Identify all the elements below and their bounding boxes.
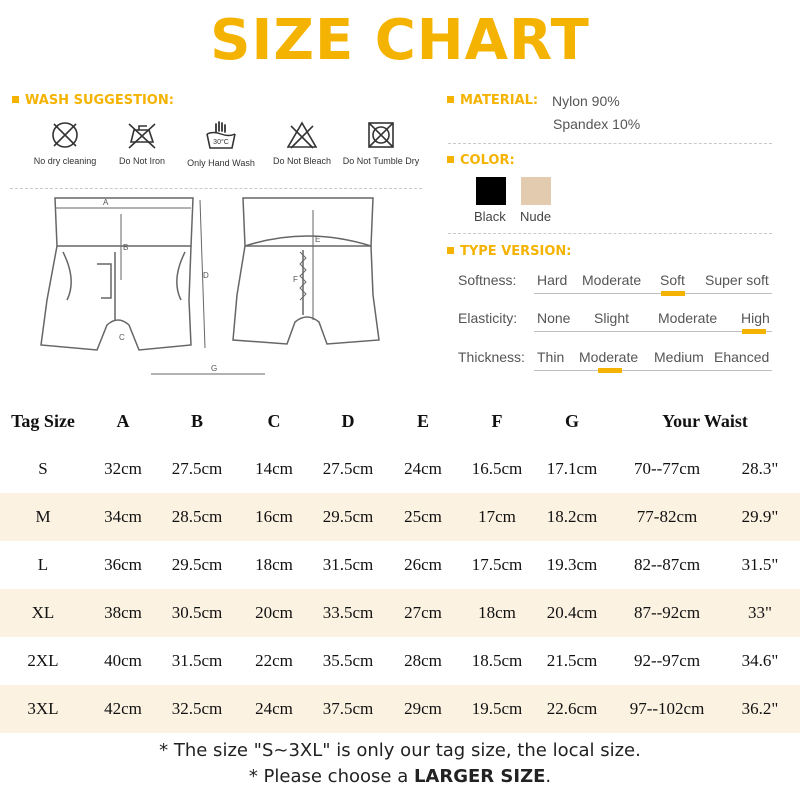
table-cell: 35.5cm xyxy=(322,651,374,670)
softness-label: Softness: xyxy=(458,272,517,288)
hand-wash-temp: 30°C xyxy=(213,139,229,146)
thickness-option-selected: Moderate xyxy=(579,349,639,365)
table-cell: 29cm xyxy=(404,699,442,718)
page-title: SIZE CHART xyxy=(210,8,590,73)
divider xyxy=(448,143,772,144)
table-cell: 42cm xyxy=(104,699,142,718)
table-cell: 16.5cm xyxy=(471,459,523,478)
table-cell: 38cm xyxy=(104,603,142,622)
header-cell: D xyxy=(341,411,355,431)
divider xyxy=(448,233,772,234)
no-tumble-dry-icon xyxy=(366,120,396,150)
table-cell: 36cm xyxy=(104,555,142,574)
table-cell: 82--87cm xyxy=(633,555,701,574)
color-heading xyxy=(447,153,515,168)
table-cell: 28.3" xyxy=(741,459,779,478)
table-cell: 14cm xyxy=(255,459,293,478)
diagram-label-d: D xyxy=(203,271,209,280)
table-cell: 28.5cm xyxy=(171,507,223,526)
note-larger-size xyxy=(0,766,800,787)
table-cell: 97--102cm xyxy=(629,699,705,718)
no-dry-clean-icon xyxy=(50,120,80,150)
softness-option-selected: Soft xyxy=(660,272,685,288)
elasticity-option: None xyxy=(537,310,571,326)
diagram-label-g: G xyxy=(211,364,218,373)
wash-label: No dry cleaning xyxy=(33,156,97,166)
table-cell: 34.6" xyxy=(741,651,779,670)
wash-heading-text: WASH SUGGESTION: xyxy=(25,93,174,108)
thickness-option: Ehanced xyxy=(714,349,770,365)
diagram-label-e: E xyxy=(315,235,321,244)
table-header-row xyxy=(0,397,800,445)
table-cell: 20cm xyxy=(255,603,293,622)
header-cell: F xyxy=(491,411,503,431)
table-cell: 17.5cm xyxy=(471,555,523,574)
table-cell: 40cm xyxy=(104,651,142,670)
table-cell: 20.4cm xyxy=(546,603,598,622)
table-cell: M xyxy=(35,507,51,526)
table-cell: 21.5cm xyxy=(546,651,598,670)
header-cell: E xyxy=(416,411,429,431)
table-cell: 18cm xyxy=(255,555,293,574)
table-cell: 70--77cm xyxy=(633,459,701,478)
table-cell: 25cm xyxy=(404,507,442,526)
table-cell: 27.5cm xyxy=(322,459,374,478)
hand-wash-icon xyxy=(204,120,238,152)
table-cell: 22cm xyxy=(255,651,293,670)
header-cell: A xyxy=(116,411,130,431)
elasticity-scale-line xyxy=(534,331,772,332)
note-bold: LARGER SIZE xyxy=(413,766,546,787)
thickness-scale-line xyxy=(534,370,772,371)
table-cell: 30.5cm xyxy=(171,603,223,622)
table-cell: 31.5cm xyxy=(322,555,374,574)
note-tag-size: * The size "S~3XL" is only our tag size, the local size. xyxy=(159,740,641,761)
table-cell: 32.5cm xyxy=(171,699,223,718)
shorts-measurement-diagram xyxy=(15,190,405,390)
table-row xyxy=(0,493,800,541)
wash-item-hand-wash xyxy=(176,120,266,168)
header-cell: C xyxy=(267,411,281,431)
thickness-option: Thin xyxy=(537,349,565,365)
table-row xyxy=(0,685,800,733)
swatch-label-black: Black xyxy=(474,209,506,224)
type-version-heading xyxy=(447,244,572,259)
table-cell: 33.5cm xyxy=(322,603,374,622)
table-cell: 37.5cm xyxy=(322,699,374,718)
table-row xyxy=(0,445,800,493)
diagram-label-b: B xyxy=(123,243,129,252)
table-cell: 36.2" xyxy=(741,699,779,718)
table-cell: 29.9" xyxy=(741,507,779,526)
table-cell: 17.1cm xyxy=(546,459,598,478)
table-cell: 19.3cm xyxy=(546,555,598,574)
table-cell: 33" xyxy=(748,603,772,622)
table-cell: 92--97cm xyxy=(633,651,701,670)
table-row xyxy=(0,637,800,685)
elasticity-option: Slight xyxy=(594,310,630,326)
elasticity-option-selected: High xyxy=(741,310,770,326)
no-iron-icon xyxy=(125,120,159,150)
softness-selected-marker xyxy=(661,291,685,296)
table-cell: 3XL xyxy=(27,699,59,718)
wash-item-no-iron xyxy=(97,120,187,166)
table-cell: 22.6cm xyxy=(546,699,598,718)
table-cell: 18.2cm xyxy=(546,507,598,526)
header-cell: G xyxy=(564,411,579,431)
table-cell: 19.5cm xyxy=(471,699,523,718)
table-cell: 18cm xyxy=(478,603,516,622)
table-cell: 28cm xyxy=(404,651,442,670)
material-heading-text: MATERIAL: xyxy=(460,93,539,108)
table-cell: XL xyxy=(31,603,55,622)
table-row xyxy=(0,541,800,589)
bullet-square-icon xyxy=(447,247,454,254)
bullet-square-icon xyxy=(447,156,454,163)
wash-label: Do Not Bleach xyxy=(272,156,332,166)
wash-item-no-tumble-dry xyxy=(336,120,426,166)
table-cell: L xyxy=(37,555,49,574)
table-cell: 29.5cm xyxy=(171,555,223,574)
softness-scale-line xyxy=(534,293,772,294)
header-cell: Tag Size xyxy=(11,411,75,431)
elasticity-label: Elasticity: xyxy=(458,310,518,326)
bullet-square-icon xyxy=(12,96,19,103)
softness-option: Moderate xyxy=(582,272,642,288)
table-cell: 27cm xyxy=(404,603,442,622)
elasticity-option: Moderate xyxy=(658,310,718,326)
thickness-option: Medium xyxy=(654,349,704,365)
table-cell: 24cm xyxy=(404,459,442,478)
table-cell: 24cm xyxy=(255,699,293,718)
table-cell: 29.5cm xyxy=(322,507,374,526)
diagram-label-a: A xyxy=(103,198,109,207)
material-line-spandex: Spandex 10% xyxy=(553,116,641,132)
diagram-label-c: C xyxy=(119,333,125,342)
swatch-nude xyxy=(521,177,551,205)
table-cell: 34cm xyxy=(104,507,142,526)
diagram-label-f: F xyxy=(293,275,298,284)
table-cell: 32cm xyxy=(104,459,142,478)
table-cell: 26cm xyxy=(404,555,442,574)
softness-option: Hard xyxy=(537,272,568,288)
swatch-label-nude: Nude xyxy=(520,209,552,224)
note-suffix: . xyxy=(545,766,552,787)
table-cell: 18.5cm xyxy=(471,651,523,670)
table-cell: 2XL xyxy=(27,651,59,670)
type-version-heading-text: TYPE VERSION: xyxy=(460,244,572,259)
wash-label: Do Not Tumble Dry xyxy=(342,156,420,166)
table-cell: S xyxy=(38,459,48,478)
table-cell: 31.5" xyxy=(741,555,779,574)
softness-option: Super soft xyxy=(705,272,769,288)
header-cell: Your Waist xyxy=(662,411,748,431)
thickness-selected-marker xyxy=(598,368,622,373)
elasticity-selected-marker xyxy=(742,329,766,334)
wash-suggestion-heading xyxy=(12,93,174,108)
color-heading-text: COLOR: xyxy=(460,153,515,168)
thickness-label: Thickness: xyxy=(458,349,525,365)
wash-label: Do Not Iron xyxy=(118,156,166,166)
wash-label: Only Hand Wash xyxy=(187,158,255,168)
note-prefix: * Please choose a xyxy=(248,766,414,787)
table-cell: 87--92cm xyxy=(633,603,701,622)
table-cell: 27.5cm xyxy=(171,459,223,478)
table-cell: 16cm xyxy=(255,507,293,526)
swatch-black xyxy=(476,177,506,205)
wash-item-no-bleach xyxy=(257,120,347,166)
bullet-square-icon xyxy=(447,96,454,103)
table-cell: 77-82cm xyxy=(636,507,698,526)
table-cell: 31.5cm xyxy=(171,651,223,670)
table-cell: 17cm xyxy=(478,507,516,526)
header-cell: B xyxy=(190,411,203,431)
material-line-nylon: Nylon 90% xyxy=(552,93,620,109)
table-row xyxy=(0,589,800,637)
no-bleach-icon xyxy=(285,120,319,150)
divider xyxy=(10,188,422,189)
material-heading xyxy=(447,93,538,108)
